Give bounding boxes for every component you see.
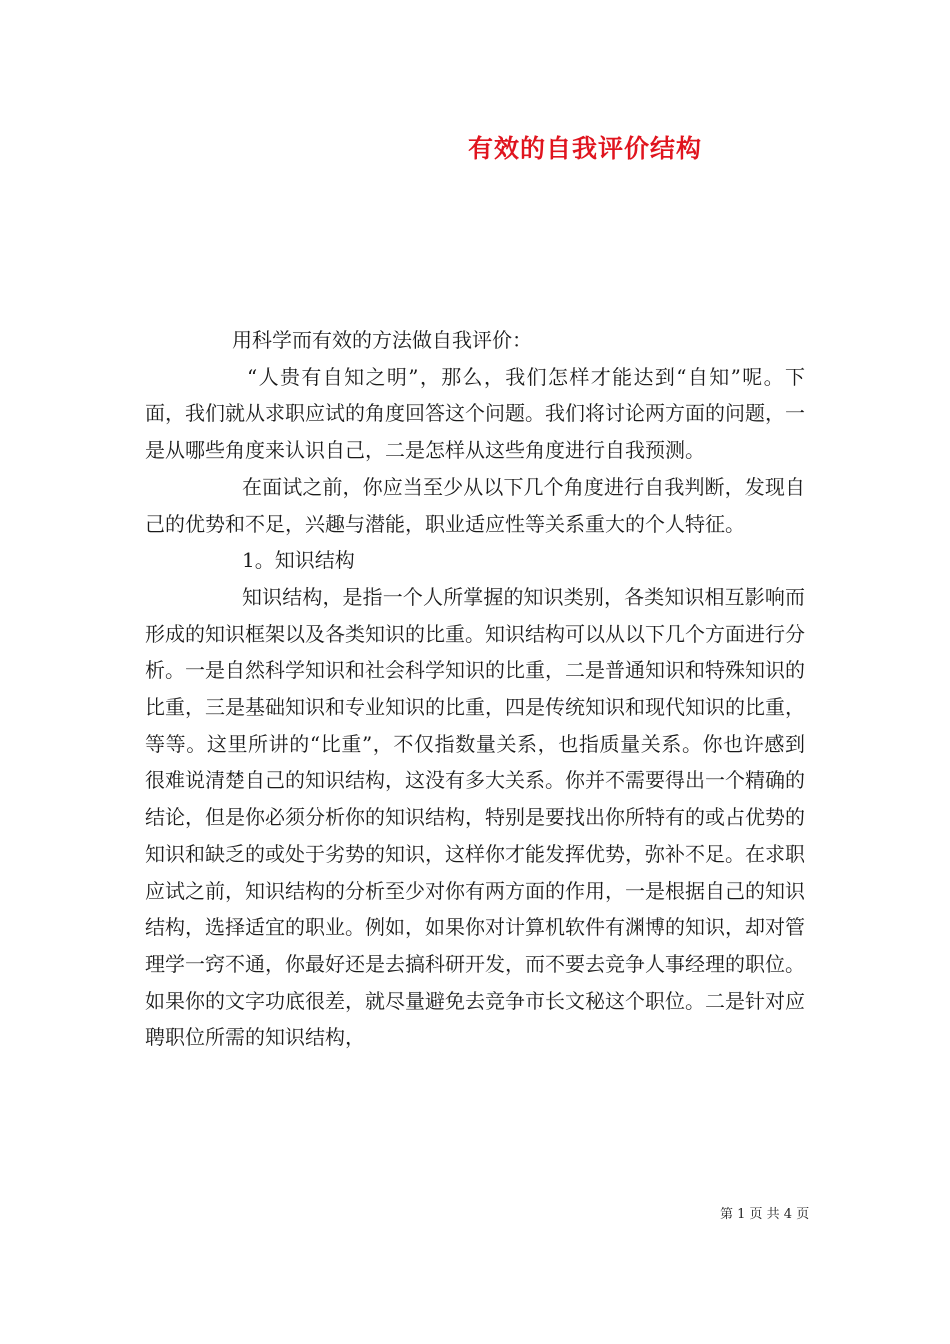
section-heading-knowledge-structure: 1。知识结构 — [242, 548, 355, 573]
paragraph-knowledge-structure: 知识结构，是指一个人所掌握的知识类别，各类知识相互影响而形成的知识框架以及各类知识的比重。知识结构可以从以下几个方面进行分析。一是自然科学知识和社会科学知识的比重，二是普通知识和特殊知识的比重，三是基础知识和专业知识的比重，四是传统知识和现代知识的比重，等等。这里所讲的“比重”，不仅指数量关系，也指质量关系。你也许感到很难说清楚自己的知识结构，这没有多大关系。你并不需要得出一个精确的结论，但是你必须分析你的知识结构，特别是要找出你所特有的或占优势的知识和缺乏的或处于劣势的知识，这样你才能发挥优势，弥补不足。在求职应试之前，知识结构的分析至少对你有两方面的作用，一是根据自己的知识结构，选择适宜的职业。例如，如果你对计算机软件有渊博的知识，却对管理学一窍不通，你最好还是去搞科研开发，而不要去竞争人事经理的职位。如果你的文字功底很差，就尽量避免去竞争市长文秘这个职位。二是针对应聘职位所需的知识结构， — [145, 584, 805, 1050]
document-title: 有效的自我评价结构 — [468, 134, 703, 163]
page-number-footer: 第 1 页 共 4 页 — [720, 1207, 810, 1222]
paragraph-intro: 用科学而有效的方法做自我评价： — [232, 328, 532, 352]
paragraph-before-interview: 在面试之前，你应当至少从以下几个角度进行自我判断，发现自己的优势和不足，兴趣与潜能，职业适应性等关系重大的个人特征。 — [145, 474, 805, 536]
document-body — [145, 322, 805, 1056]
paragraph-self-knowledge: “人贵有自知之明”，那么，我们怎样才能达到“自知”呢。下面，我们就从求职应试的角度回答这个问题。我们将讨论两方面的问题，一是从哪些角度来认识自己，二是怎样从这些角度进行自我预测。 — [145, 364, 805, 463]
